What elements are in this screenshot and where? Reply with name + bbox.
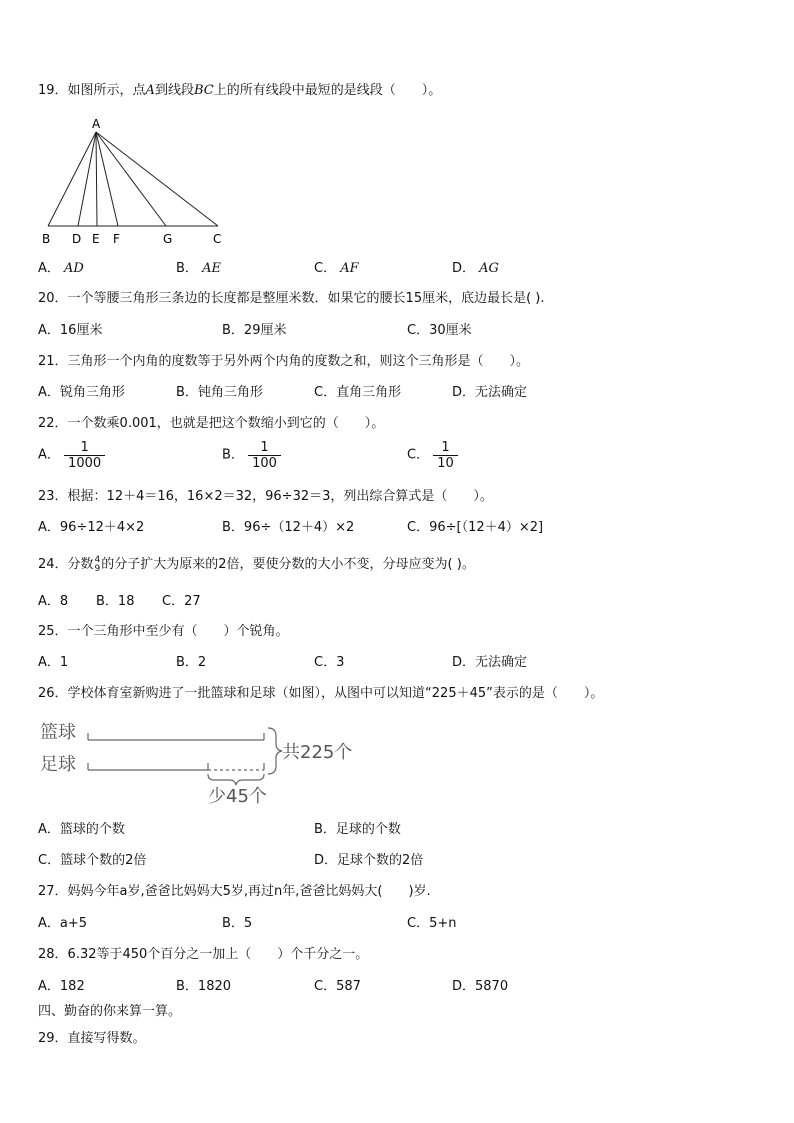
q21-option-d[interactable]: D．无法确定 [452, 385, 528, 400]
fraction-4-9: 4 9 [94, 555, 101, 574]
q19-option-b[interactable]: B． AE [176, 261, 221, 276]
q19-stem: 19．如图所示，点A到线段BC上的所有线段中最短的是线段（ ）。 [38, 83, 442, 98]
q21-option-c[interactable]: C．直角三角形 [314, 385, 402, 400]
q19-triangle-figure [36, 112, 236, 248]
q19-option-d[interactable]: D． AG [452, 261, 499, 276]
q23-option-b[interactable]: B．96÷（12＋4）×2 [222, 520, 355, 535]
label-f: F [113, 232, 120, 246]
q28-stem: 28．6.32等于450个百分之一加上（ ）个千分之一。 [38, 947, 369, 962]
q26-option-c[interactable]: C．篮球个数的2倍 [38, 853, 147, 868]
q22-option-c[interactable]: C． $\frac{1}{10}$ [407, 440, 458, 471]
q23-option-a[interactable]: A．96÷12＋4×2 [38, 520, 145, 535]
q20-option-b[interactable]: B．29厘米 [222, 323, 287, 338]
q22-option-b[interactable]: B． $\frac{1}{100}$ [222, 440, 281, 471]
total-label: 共225个 [282, 742, 353, 763]
q27-stem: 27．妈妈今年a岁,爸爸比妈妈大5岁,再过n年,爸爸比妈妈大( )岁. [38, 884, 431, 899]
q25-stem: 25．一个三角形中至少有（ ）个锐角。 [38, 624, 289, 639]
q21-option-b[interactable]: B．钝角三角形 [176, 385, 263, 400]
q20-stem: 20．一个等腰三角形三条边的长度都是整厘米数．如果它的腰长15厘米，底边最长是( ). [38, 291, 545, 306]
label-c: C [213, 232, 222, 246]
label-e: E [92, 232, 100, 246]
q27-option-b[interactable]: B．5 [222, 916, 253, 931]
q26-option-d[interactable]: D．足球个数的2倍 [314, 853, 424, 868]
q25-option-c[interactable]: C．3 [314, 655, 345, 670]
fraction: $\frac{1}{100}$ [248, 440, 281, 471]
q28-option-b[interactable]: B．1820 [176, 979, 232, 994]
q20-option-a[interactable]: A．16厘米 [38, 323, 103, 338]
q26-segment-diagram [36, 716, 366, 806]
q28-option-a[interactable]: A．182 [38, 979, 85, 994]
fraction: $\frac{1}{1000}$ [64, 440, 105, 471]
label-a: A [92, 117, 101, 131]
q24-option-c[interactable]: C．27 [162, 594, 201, 609]
q28-option-d[interactable]: D．5870 [452, 979, 509, 994]
q24-stem: 24．分数 4 9 的分子扩大为原来的2倍，要使分数的大小不变，分母应变为( )。 [38, 555, 475, 574]
q22-option-a[interactable]: A． $\frac{1}{1000}$ [38, 440, 105, 471]
q24-option-b[interactable]: B．18 [96, 594, 135, 609]
q19-option-c[interactable]: C． AF [314, 261, 359, 276]
q20-option-c[interactable]: C．30厘米 [407, 323, 472, 338]
fraction: $\frac{1}{10}$ [433, 440, 458, 471]
q29-stem: 29．直接写得数。 [38, 1031, 146, 1046]
difference-label: 少45个 [208, 786, 267, 806]
q21-stem: 21．三角形一个内角的度数等于另外两个内角的度数之和，则这个三角形是（ ）。 [38, 354, 530, 369]
basketball-label: 篮球 [40, 722, 76, 743]
q24-option-a[interactable]: A．8 [38, 594, 69, 609]
q19-option-a[interactable]: A． AD [38, 261, 84, 276]
q23-stem: 23．根据：12＋4＝16，16×2＝32，96÷32＝3，列出综合算式是（ ）。 [38, 489, 493, 504]
q25-option-b[interactable]: B．2 [176, 655, 207, 670]
section-heading: 四、勤奋的你来算一算。 [38, 1004, 182, 1019]
q25-option-d[interactable]: D．无法确定 [452, 655, 528, 670]
q25-option-a[interactable]: A．1 [38, 655, 69, 670]
label-g: G [163, 232, 173, 246]
q27-option-c[interactable]: C．5+n [407, 916, 457, 931]
label-d: D [72, 232, 82, 246]
label-b: B [42, 232, 51, 246]
q23-option-c[interactable]: C．96÷[（12＋4）×2] [407, 520, 544, 535]
q22-stem: 22．一个数乘0.001，也就是把这个数缩小到它的（ ）。 [38, 416, 385, 431]
q26-option-b[interactable]: B．足球的个数 [314, 822, 401, 837]
q28-option-c[interactable]: C．587 [314, 979, 361, 994]
q26-stem: 26．学校体育室新购进了一批篮球和足球（如图），从图中可以知道“225＋45”表示的是（ ）。 [38, 686, 604, 701]
q26-option-a[interactable]: A．篮球的个数 [38, 822, 125, 837]
football-label: 足球 [40, 754, 76, 775]
q27-option-a[interactable]: A．a+5 [38, 916, 88, 931]
q21-option-a[interactable]: A．锐角三角形 [38, 385, 125, 400]
